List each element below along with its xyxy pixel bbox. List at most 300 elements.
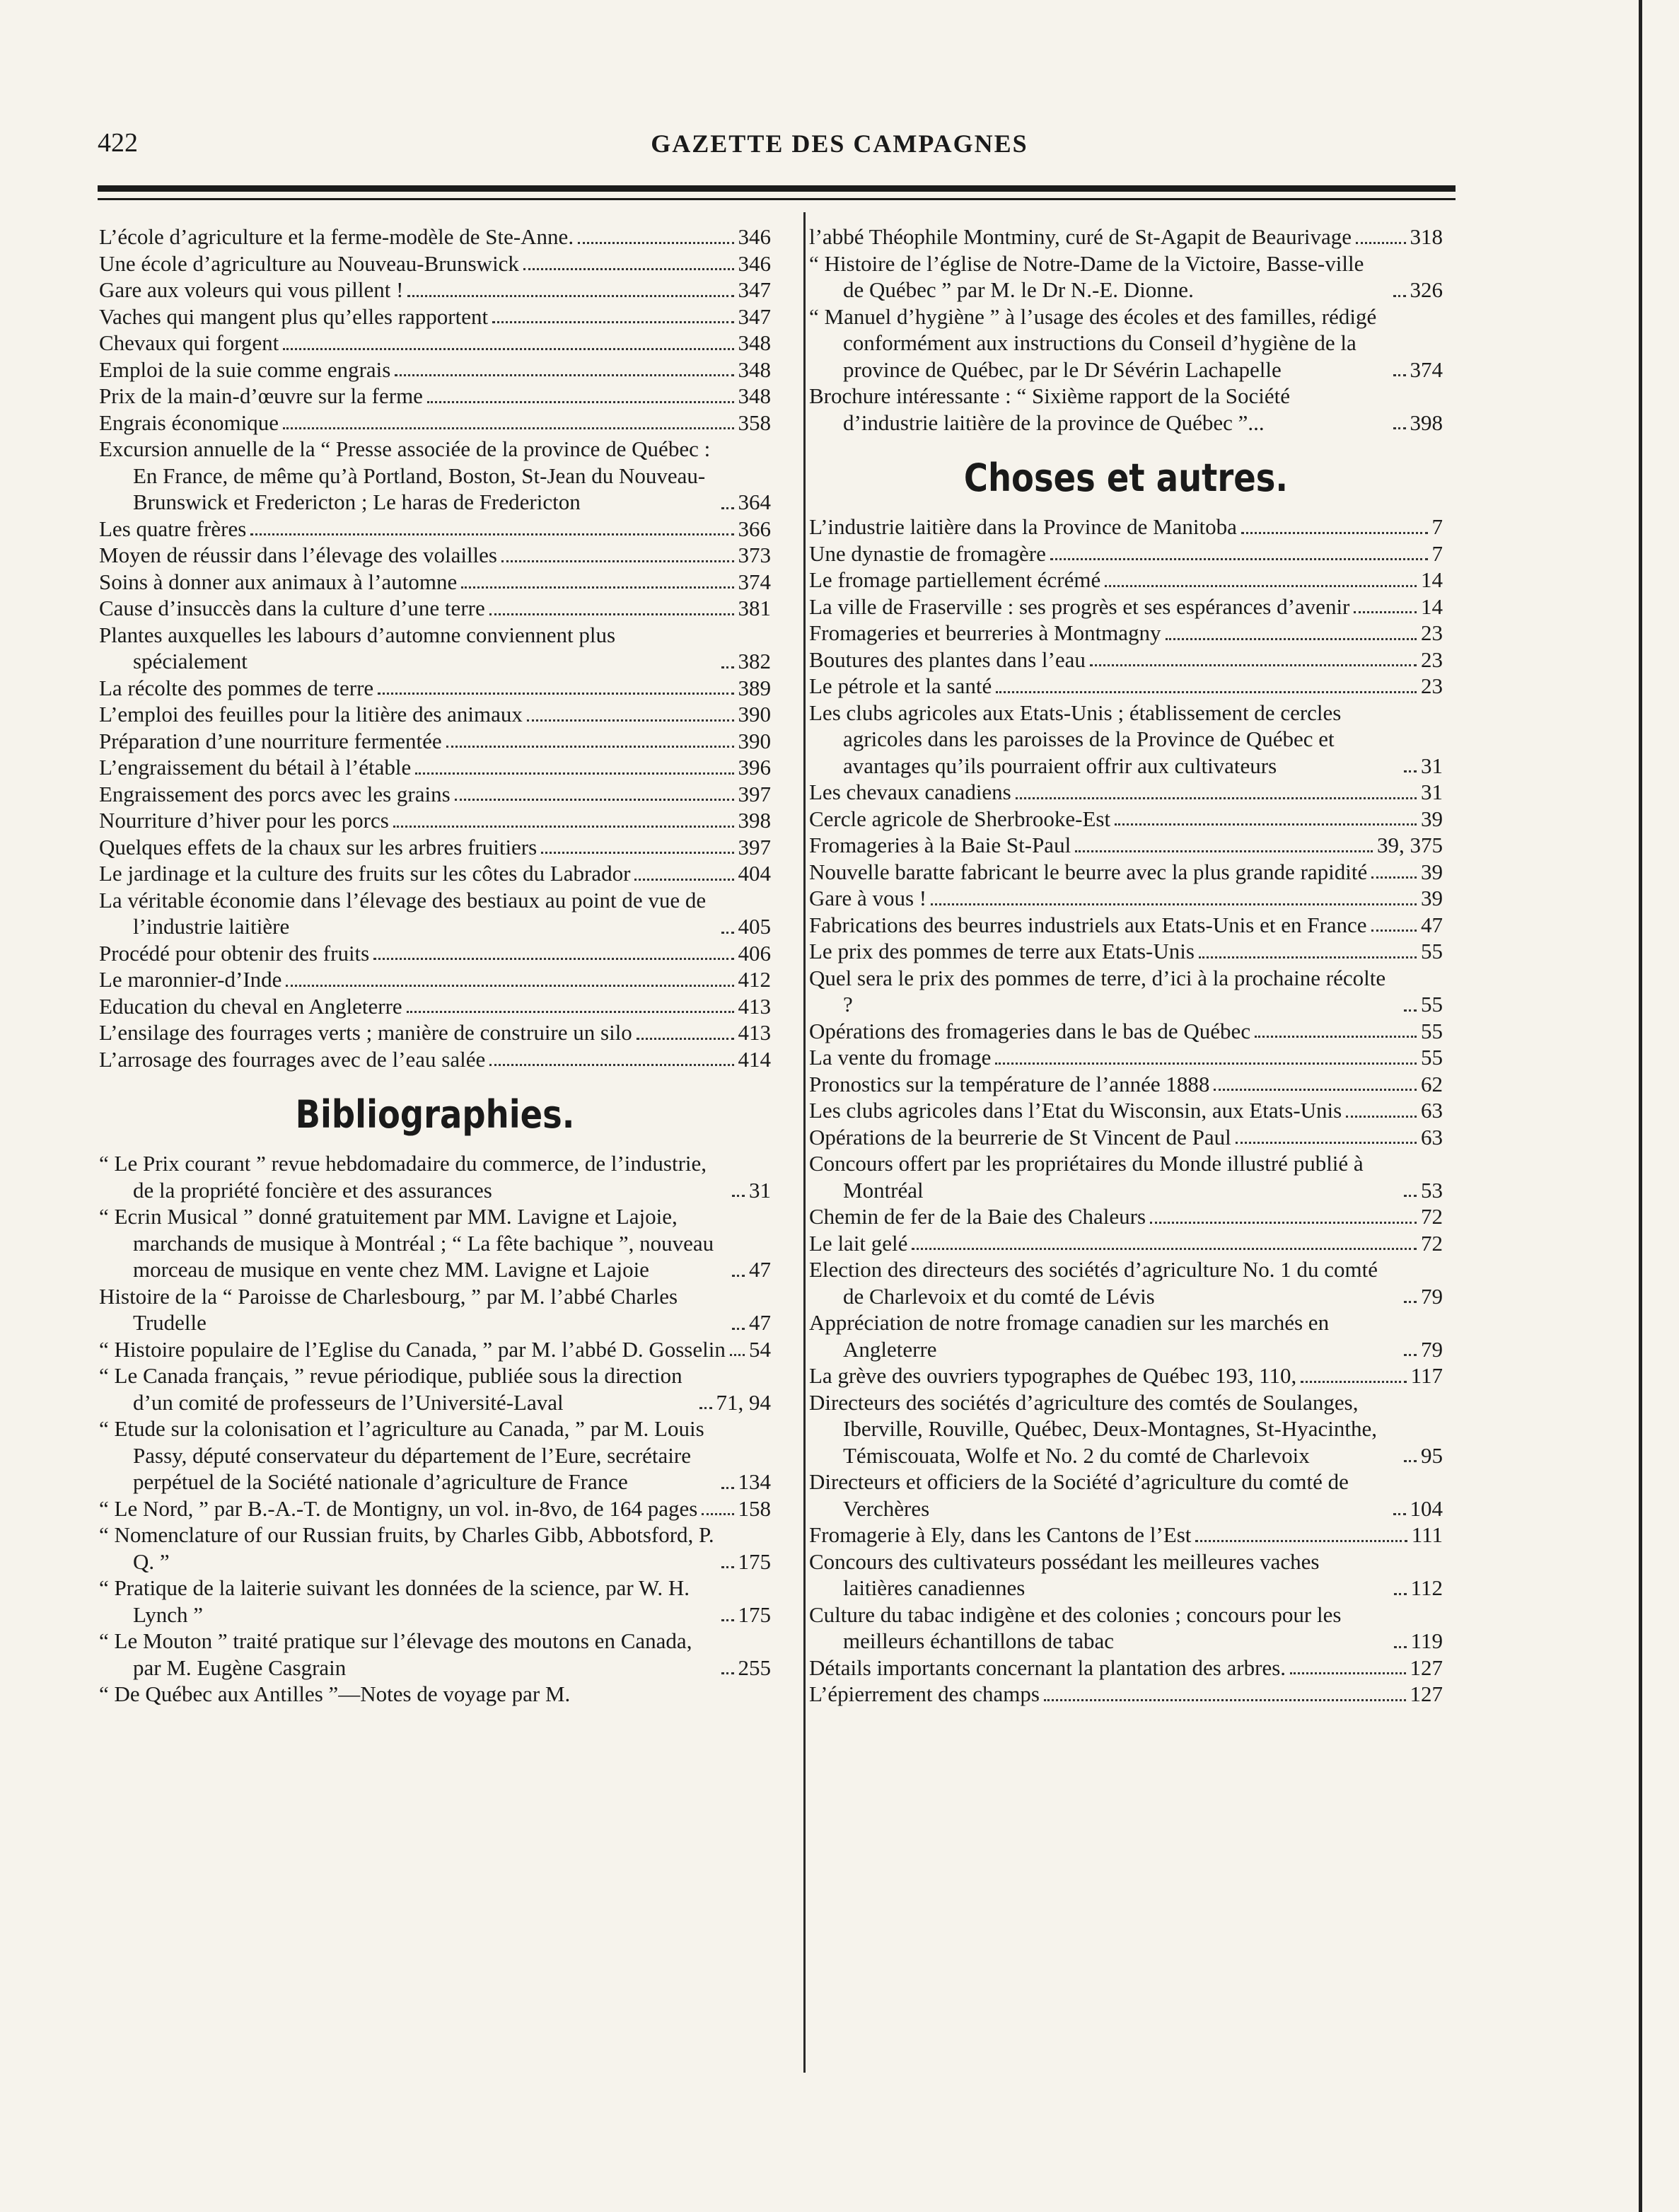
leader-dots — [395, 374, 733, 376]
entry-title: Le pétrole et la santé — [809, 673, 992, 698]
leader-dots — [489, 613, 734, 615]
entry-title: Opérations des fromageries dans le bas de Québec — [809, 1018, 1251, 1043]
entry-page-number: 111 — [1411, 1522, 1443, 1547]
index-entry — [99, 807, 771, 834]
leader-dots — [1290, 1672, 1405, 1674]
index-entry — [99, 701, 771, 728]
index-entry — [99, 622, 771, 675]
index-entry — [809, 567, 1443, 593]
leader-dots — [1404, 1009, 1417, 1012]
index-entry — [809, 832, 1443, 859]
entry-page-number: 348 — [738, 357, 771, 382]
entry-title: Nourriture d’hiver pour les porcs — [99, 808, 389, 833]
leader-dots — [637, 1038, 734, 1040]
entry-title: L’ensilage des fourrages verts ; manière de construire un silo — [99, 1020, 632, 1045]
entry-page-number: 397 — [738, 781, 771, 806]
entry-page-number: 7 — [1431, 514, 1443, 539]
index-entry — [99, 754, 771, 781]
entry-page-number: 414 — [738, 1046, 771, 1072]
index-entry — [99, 1575, 771, 1628]
entry-page-number: 364 — [738, 490, 771, 514]
leader-dots — [393, 826, 734, 828]
entry-page-number: 63 — [1421, 1124, 1443, 1150]
leader-dots — [912, 1248, 1417, 1250]
entry-title: Histoire de la “ Paroisse de Charlesbourg, ” par M. l’abbé Charles Trudelle — [99, 1283, 678, 1335]
entry-title: Fromageries et beurreries à Montmagny — [809, 620, 1161, 645]
entry-page-number: 54 — [749, 1336, 771, 1362]
entry-page-number: 404 — [738, 861, 771, 886]
leader-dots — [1404, 1195, 1417, 1197]
entry-title: Une école d’agriculture au Nouveau-Brunswick — [99, 250, 519, 276]
entry-page-number: 398 — [738, 808, 771, 833]
index-entry — [99, 330, 771, 357]
entry-title: “ Le Nord, ” par B.-A.-T. de Montigny, un vol. in-8vo, de 164 pages — [99, 1495, 698, 1521]
entry-title: “ Nomenclature of our Russian fruits, by Charles Gibb, Abbotsford, P. Q. ” — [99, 1522, 714, 1574]
leader-dots — [1356, 242, 1405, 244]
page-number: 422 — [98, 128, 138, 158]
entry-title: Le fromage partiellement écrémé — [809, 567, 1101, 592]
entry-page-number: 413 — [738, 993, 771, 1019]
entry-page-number: 119 — [1410, 1628, 1443, 1653]
leader-dots — [541, 852, 733, 854]
index-entry — [809, 1655, 1443, 1681]
leader-dots — [721, 1487, 734, 1489]
index-entry — [809, 303, 1443, 383]
leader-dots — [501, 560, 734, 562]
index-entry — [99, 1150, 771, 1203]
leader-dots — [1115, 823, 1417, 826]
index-entry — [809, 1124, 1443, 1151]
entry-page-number: 47 — [749, 1310, 771, 1335]
entry-title: L’engraissement du bétail à l’étable — [99, 755, 412, 780]
leader-dots — [283, 348, 733, 350]
choses-heading: Choses et autres. — [963, 456, 1289, 500]
entry-title: Vaches qui mangent plus qu’elles rapportent — [99, 303, 489, 329]
entry-title: Quelques effets de la chaux sur les arbres fruitiers — [99, 834, 538, 859]
entry-title: L’emploi des feuilles pour la litière des animaux — [99, 702, 523, 726]
entry-title: La véritable économie dans l’élevage des bestiaux au point de vue de l’industrie laitière — [99, 887, 707, 939]
entry-page-number: 55 — [1421, 992, 1443, 1017]
index-entry — [99, 1681, 771, 1708]
index-entry — [809, 1256, 1443, 1309]
running-title: GAZETTE DES CAMPAGNES — [651, 129, 1028, 158]
entry-title: Les quatre frères — [99, 516, 247, 541]
entry-page-number: 55 — [1421, 939, 1443, 963]
entry-page-number: 413 — [738, 1020, 771, 1045]
index-entry — [809, 1018, 1443, 1045]
index-entry — [99, 1019, 771, 1046]
entry-page-number: 71, 94 — [716, 1389, 771, 1415]
index-entry — [809, 1309, 1443, 1362]
entry-title: “ Le Canada français, ” revue périodique, publiée sous la direction d’un comité de professeurs de l’Université-Laval — [99, 1363, 682, 1415]
index-entry — [99, 860, 771, 887]
index-entry — [809, 620, 1443, 647]
index-entry — [809, 1602, 1443, 1655]
index-entry — [809, 250, 1443, 303]
leader-dots — [1075, 850, 1373, 852]
entry-page-number: 14 — [1421, 593, 1443, 619]
index-entry — [99, 436, 771, 516]
leader-dots — [730, 1354, 745, 1356]
index-entry — [99, 303, 771, 330]
entry-page-number: 127 — [1410, 1655, 1443, 1680]
page-edge-line — [1639, 0, 1642, 2212]
index-entry — [99, 1203, 771, 1283]
entry-page-number: 23 — [1421, 673, 1443, 698]
entry-page-number: 397 — [738, 834, 771, 859]
entry-page-number: 7 — [1431, 540, 1443, 566]
entry-title: Fromagerie à Ely, dans les Cantons de l’Est — [809, 1522, 1192, 1547]
entry-page-number: 55 — [1421, 1018, 1443, 1043]
leader-dots — [1404, 770, 1417, 772]
entry-title: Le prix des pommes de terre aux Etats-Unis — [809, 939, 1195, 963]
leader-dots — [721, 1566, 734, 1568]
entry-title: Education du cheval en Angleterre — [99, 993, 402, 1019]
entry-page-number: 175 — [738, 1602, 771, 1627]
leader-dots — [461, 586, 733, 589]
left-column — [99, 224, 771, 1708]
leader-dots — [1301, 1381, 1406, 1383]
leader-dots — [1404, 1301, 1417, 1303]
entry-page-number: 318 — [1410, 224, 1443, 249]
leader-dots — [1044, 1699, 1406, 1701]
index-entry — [99, 569, 771, 596]
index-entry — [809, 647, 1443, 673]
entry-title: Chevaux qui forgent — [99, 330, 279, 355]
index-entry — [809, 700, 1443, 780]
leader-dots — [721, 507, 734, 509]
entry-page-number: 112 — [1410, 1575, 1443, 1600]
entry-title: Gare à vous ! — [809, 886, 927, 910]
leader-dots — [702, 1513, 733, 1515]
entry-title: Opérations de la beurrerie de St Vincent de Paul — [809, 1124, 1231, 1150]
index-entry — [809, 806, 1443, 833]
index-entry — [99, 887, 771, 940]
entry-page-number: 47 — [1421, 912, 1443, 937]
index-entry — [809, 912, 1443, 939]
entry-title: Emploi de la suie comme engrais — [99, 357, 391, 382]
leader-dots — [446, 746, 734, 748]
entry-title: “ Etude sur la colonisation et l’agriculture au Canada, ” par M. Louis Passy, député conservateur du département de l’Eure, secrétaire perpétuel de la Société nationale d’agriculture de France — [99, 1416, 704, 1494]
index-entry — [99, 1283, 771, 1336]
entry-page-number: 31 — [1421, 780, 1443, 804]
leader-dots — [1371, 876, 1417, 879]
leader-dots — [1393, 427, 1406, 429]
bibliographies-heading: Bibliographies. — [295, 1092, 575, 1137]
entry-page-number: 95 — [1421, 1442, 1443, 1468]
entry-page-number: 63 — [1421, 1098, 1443, 1123]
leader-dots — [427, 401, 734, 403]
entry-title: La vente du fromage — [809, 1045, 992, 1070]
index-entry — [809, 673, 1443, 700]
entry-title: L’école d’agriculture et la ferme-modèle de Ste-Anne. — [99, 224, 574, 249]
index-entry — [99, 966, 771, 993]
leader-dots — [1393, 295, 1406, 297]
header-rule-thin — [98, 198, 1456, 200]
index-entry — [99, 357, 771, 383]
entry-page-number: 117 — [1410, 1363, 1443, 1388]
left-index-list — [99, 224, 771, 1072]
leader-dots — [1255, 1036, 1417, 1038]
entry-page-number: 134 — [738, 1469, 771, 1494]
entry-page-number: 47 — [749, 1257, 771, 1282]
entry-page-number: 405 — [738, 914, 771, 939]
entry-page-number: 390 — [738, 728, 771, 753]
entry-page-number: 39, 375 — [1377, 833, 1443, 857]
index-entry — [809, 593, 1443, 620]
leader-dots — [1166, 638, 1417, 640]
index-entry — [99, 1495, 771, 1522]
index-entry — [809, 383, 1443, 436]
header-rule-thick — [98, 185, 1456, 192]
leader-dots — [1090, 664, 1417, 666]
leader-dots — [1150, 1222, 1417, 1224]
leader-dots — [527, 719, 734, 722]
index-entry — [809, 1362, 1443, 1389]
entry-page-number: 39 — [1421, 806, 1443, 831]
leader-dots — [995, 1062, 1417, 1065]
entry-page-number: 79 — [1421, 1283, 1443, 1309]
entry-page-number: 72 — [1421, 1204, 1443, 1229]
index-entry — [99, 1628, 771, 1681]
entry-title: “ Ecrin Musical ” donné gratuitement par MM. Lavigne et Lajoie, marchands de musique à Montréal ; “ La fête bachique ”, nouveau morceau de musique en vente chez MM. Lavigne et Lajoie — [99, 1204, 714, 1282]
index-entry — [809, 1044, 1443, 1071]
entry-title: L’industrie laitière dans la Province de Manitoba — [809, 514, 1237, 539]
entry-title: Prix de la main-d’œuvre sur la ferme — [99, 383, 423, 408]
entry-page-number: 358 — [738, 410, 771, 435]
entry-title: Gare aux voleurs qui vous pillent ! — [99, 277, 404, 302]
leader-dots — [286, 985, 733, 987]
leader-dots — [1404, 1354, 1417, 1356]
entry-title: Boutures des plantes dans l’eau — [809, 647, 1086, 672]
entry-title: Le maronnier-d’Inde — [99, 967, 282, 992]
entry-title: Les chevaux canadiens — [809, 780, 1011, 804]
index-entry — [99, 1415, 771, 1495]
entry-page-number: 31 — [749, 1177, 771, 1203]
entry-title: Election des directeurs des sociétés d’agriculture No. 1 du comté de Charlevoix et du comté de Lévis — [809, 1257, 1378, 1309]
entry-title: Quel sera le prix des pommes de terre, d’ici à la prochaine récolte ? — [809, 965, 1386, 1017]
index-entry — [99, 383, 771, 410]
entry-title: Plantes auxquelles les labours d’automne conviennent plus spécialement — [99, 622, 616, 673]
entry-page-number: 346 — [738, 224, 771, 249]
entry-page-number: 72 — [1421, 1230, 1443, 1256]
leader-dots — [721, 1672, 734, 1674]
entry-title: Directeurs et officiers de la Société d’agriculture du comté de Verchères — [809, 1469, 1349, 1521]
entry-title: Préparation d’une nourriture fermentée — [99, 728, 442, 753]
leader-dots — [492, 321, 733, 323]
leader-dots — [455, 799, 734, 801]
entry-page-number: 55 — [1421, 1045, 1443, 1070]
leader-dots — [721, 932, 734, 934]
index-entry — [99, 595, 771, 622]
leader-dots — [732, 1275, 745, 1277]
index-entry — [809, 1681, 1443, 1708]
index-entry — [809, 779, 1443, 806]
entry-title: Soins à donner aux animaux à l’automne — [99, 569, 458, 594]
leader-dots — [721, 1619, 734, 1621]
leader-dots — [407, 295, 733, 297]
index-entry — [99, 516, 771, 543]
entry-title: Engrais économique — [99, 410, 279, 435]
index-entry — [99, 1046, 771, 1073]
index-entry — [809, 1203, 1443, 1230]
entry-title: “ Histoire de l’église de Notre-Dame de la Victoire, Basse-ville de Québec ” par M. le Dr N.-E. Dionne. — [809, 250, 1364, 302]
index-entry — [809, 1389, 1443, 1469]
entry-title: Concours offert par les propriétaires du Monde illustré publié à Montréal — [809, 1151, 1364, 1203]
entry-title: “ Le Prix courant ” revue hebdomadaire du commerce, de l’industrie, de la propriété foncière et des assurances — [99, 1151, 707, 1203]
entry-page-number: 389 — [738, 675, 771, 700]
leader-dots — [1241, 532, 1428, 534]
leader-dots — [996, 691, 1417, 693]
entry-title: Brochure intéressante : “ Sixième rapport de la Société d’industrie laitière de la province de Québec ”... — [809, 383, 1291, 435]
leader-dots — [931, 903, 1417, 905]
entry-page-number: 326 — [1410, 277, 1443, 302]
leader-dots — [1199, 956, 1417, 959]
entry-page-number: 396 — [738, 755, 771, 780]
index-entry — [809, 1071, 1443, 1098]
leader-dots — [1404, 1460, 1417, 1462]
entry-title: l’abbé Théophile Montminy, curé de St-Agapit de Beaurivage — [809, 224, 1352, 249]
entry-title: Chemin de fer de la Baie des Chaleurs — [809, 1204, 1146, 1229]
entry-page-number: 79 — [1421, 1336, 1443, 1362]
entry-title: “ Le Mouton ” traité pratique sur l’élevage des moutons en Canada, par M. Eugène Casgrain — [99, 1628, 692, 1680]
index-entry — [809, 1548, 1443, 1602]
leader-dots — [378, 693, 733, 695]
leader-dots — [578, 242, 733, 244]
entry-page-number: 39 — [1421, 859, 1443, 884]
leader-dots — [415, 772, 733, 775]
entry-title: L’épierrement des champs — [809, 1681, 1040, 1706]
index-entry — [99, 1336, 771, 1363]
entry-title: La grève des ouvriers typographes de Québec 193, 110, — [809, 1363, 1297, 1388]
entry-title: La récolte des pommes de terre — [99, 675, 374, 700]
entry-page-number: 348 — [738, 383, 771, 408]
entry-title: Le lait gelé — [809, 1230, 908, 1256]
leader-dots — [283, 427, 734, 429]
entry-title: Moyen de réussir dans l’élevage des volailles — [99, 543, 497, 567]
entry-title: Fromageries à la Baie St-Paul — [809, 833, 1071, 857]
index-entry — [99, 940, 771, 967]
index-entry — [809, 1097, 1443, 1124]
leader-dots — [634, 879, 733, 881]
entry-title: Une dynastie de fromagère — [809, 540, 1046, 566]
entry-title: Appréciation de notre fromage canadien sur les marchés en Angleterre — [809, 1310, 1330, 1362]
entry-page-number: 381 — [738, 596, 771, 620]
index-entry — [809, 1522, 1443, 1548]
entry-title: Le jardinage et la culture des fruits sur les côtes du Labrador — [99, 861, 631, 886]
entry-page-number: 127 — [1410, 1681, 1443, 1706]
right-column — [809, 224, 1443, 1708]
entry-title: L’arrosage des fourrages avec de l’eau salée — [99, 1046, 486, 1072]
entry-title: La ville de Fraserville : ses progrès et ses espérances d’avenir — [809, 593, 1350, 619]
entry-title: Excursion annuelle de la “ Presse associée de la province de Québec : En France, de même qu’à Portland, Boston, St-Jean du Nouveau-Brunswick et Fredericton ; Le haras de Fredericton — [99, 436, 711, 514]
column-divider — [803, 212, 806, 2073]
entry-title: Culture du tabac indigène et des colonies ; concours pour les meilleurs échantillons de tabac — [809, 1602, 1342, 1653]
entry-page-number: 382 — [738, 649, 771, 673]
entry-page-number: 373 — [738, 543, 771, 567]
entry-page-number: 39 — [1421, 886, 1443, 910]
entry-page-number: 158 — [738, 1495, 771, 1521]
leader-dots — [699, 1407, 712, 1409]
leader-dots — [1393, 374, 1406, 376]
leader-dots — [1016, 797, 1417, 799]
index-entry — [99, 250, 771, 277]
entry-title: Nouvelle baratte fabricant le beurre avec la plus grande rapidité — [809, 859, 1368, 884]
leader-dots — [1214, 1089, 1417, 1091]
index-entry — [809, 1230, 1443, 1257]
entry-page-number: 62 — [1421, 1071, 1443, 1096]
index-entry — [99, 277, 771, 303]
index-entry — [809, 224, 1443, 250]
entry-title: Cause d’insuccès dans la culture d’une terre — [99, 596, 485, 620]
entry-page-number: 366 — [738, 516, 771, 541]
entry-page-number: 175 — [738, 1548, 771, 1574]
entry-page-number: 23 — [1421, 647, 1443, 672]
leader-dots — [1354, 611, 1417, 613]
index-entry — [99, 781, 771, 808]
index-entry — [99, 410, 771, 436]
index-entry — [809, 885, 1443, 912]
leader-dots — [1195, 1540, 1407, 1542]
right-index-list — [809, 224, 1443, 436]
index-entry — [99, 993, 771, 1020]
index-entry — [809, 965, 1443, 1018]
entry-title: “ Pratique de la laiterie suivant les données de la science, par W. H. Lynch ” — [99, 1575, 690, 1627]
leader-dots — [407, 1011, 734, 1013]
index-entry — [99, 728, 771, 755]
leader-dots — [1394, 1593, 1407, 1595]
choses-list — [809, 514, 1443, 1708]
leader-dots — [1346, 1116, 1417, 1118]
index-entry — [99, 834, 771, 861]
entry-page-number: 31 — [1421, 753, 1443, 778]
leader-dots — [732, 1195, 745, 1197]
entry-title: “ Histoire populaire de l’Eglise du Canada, ” par M. l’abbé D. Gosselin — [99, 1336, 726, 1362]
entry-page-number: 390 — [738, 702, 771, 726]
entry-title: Détails importants concernant la plantation des arbres. — [809, 1655, 1286, 1680]
leader-dots — [1371, 930, 1417, 932]
index-entry — [99, 542, 771, 569]
index-entry — [809, 938, 1443, 965]
leader-dots — [1105, 585, 1417, 587]
index-entry — [809, 1469, 1443, 1522]
entry-title: Fabrications des beurres industriels aux Etats-Unis et en France — [809, 912, 1367, 937]
entry-page-number: 412 — [738, 967, 771, 992]
leader-dots — [373, 958, 733, 960]
index-entry — [99, 1522, 771, 1575]
entry-page-number: 406 — [738, 940, 771, 966]
leader-dots — [1236, 1142, 1417, 1144]
leader-dots — [1393, 1513, 1406, 1515]
entry-page-number: 348 — [738, 330, 771, 355]
entry-title: Engraissement des porcs avec les grains — [99, 781, 451, 806]
leader-dots — [1394, 1646, 1407, 1648]
bibliographies-list — [99, 1150, 771, 1708]
index-entry — [809, 859, 1443, 886]
index-entry — [99, 224, 771, 250]
leader-dots — [489, 1064, 733, 1066]
leader-dots — [250, 533, 733, 535]
index-entry — [809, 1150, 1443, 1203]
index-entry — [99, 675, 771, 702]
entry-title: Les clubs agricoles dans l’Etat du Wisconsin, aux Etats-Unis — [809, 1098, 1342, 1123]
entry-title: Directeurs des sociétés d’agriculture des comtés de Soulanges, Iberville, Rouville, Québec, Deux-Montagnes, St-Hyacinthe, Témiscouata, Wolfe et No. 2 du comté de Charlevoix — [809, 1389, 1377, 1468]
leader-dots — [721, 666, 734, 668]
entry-page-number: 104 — [1410, 1495, 1443, 1521]
entry-title: “ De Québec aux Antilles ”—Notes de voyage par M. — [99, 1681, 571, 1706]
leader-dots — [1050, 558, 1428, 560]
entry-page-number: 23 — [1421, 620, 1443, 645]
